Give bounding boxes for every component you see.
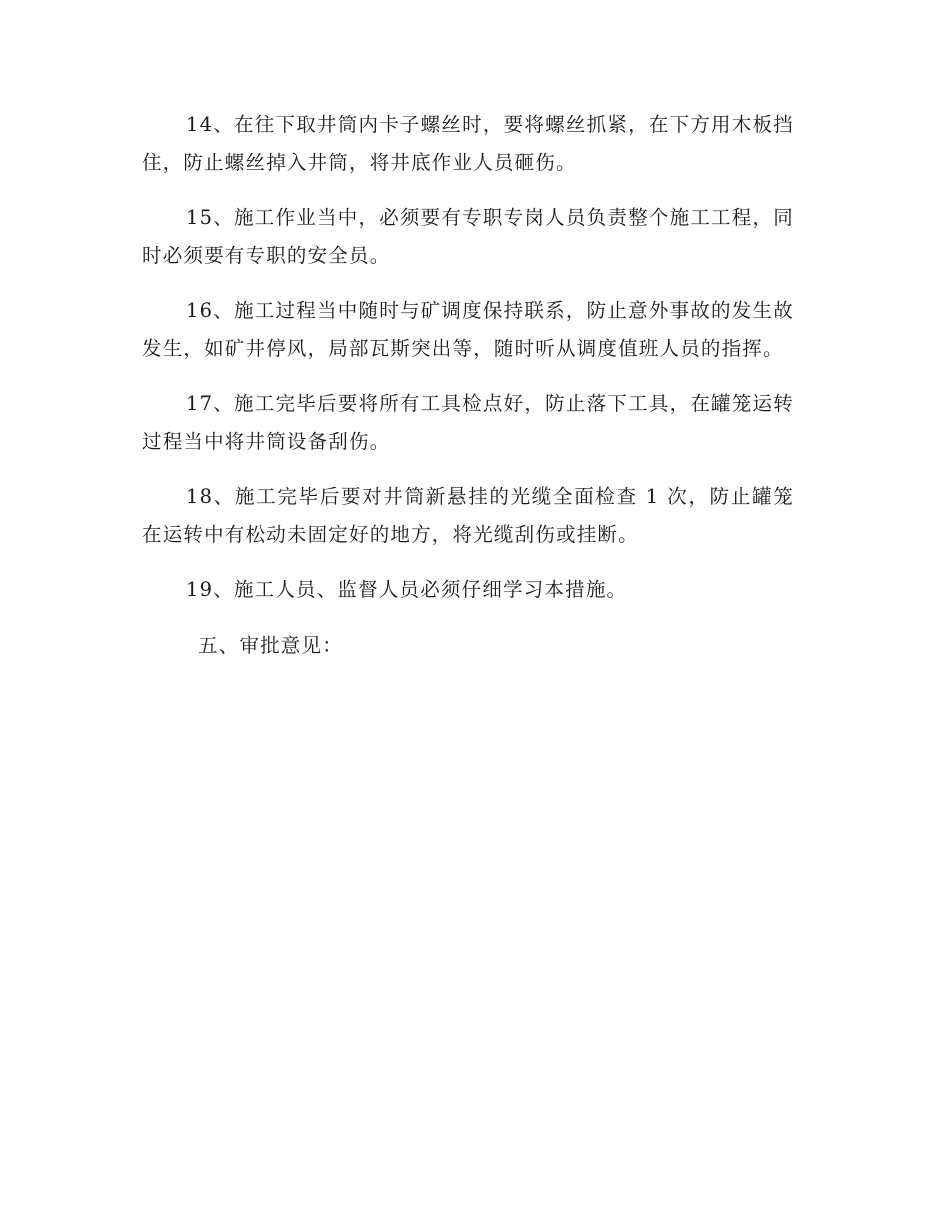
paragraph-item-18: 18、施工完毕后要对井筒新悬挂的光缆全面检查 1 次，防止罐笼在运转中有松动未固定好的地方，将光缆刮伤或挂断。 xyxy=(142,485,794,546)
paragraph-item-16: 16、施工过程当中随时与矿调度保持联系，防止意外事故的发生故发生，如矿井停风，局部瓦斯突出等，随时听从调度值班人员的指挥。 xyxy=(142,299,794,360)
paragraph-item-15: 15、施工作业当中，必须要有专职专岗人员负责整个施工工程，同时必须要有专职的安全员。 xyxy=(142,206,794,267)
paragraph-item-17: 17、施工完毕后要将所有工具检点好，防止落下工具，在罐笼运转过程当中将井筒设备刮伤。 xyxy=(142,392,794,453)
paragraph-item-19: 19、施工人员、监督人员必须仔细学习本措施。 xyxy=(186,578,628,601)
paragraph-item-14: 14、在往下取井筒内卡子螺丝时，要将螺丝抓紧，在下方用木板挡住，防止螺丝掉入井筒，将井底作业人员砸伤。 xyxy=(142,113,794,174)
section-heading-approval: 五、审批意见： xyxy=(198,633,343,657)
document-body xyxy=(142,106,794,664)
